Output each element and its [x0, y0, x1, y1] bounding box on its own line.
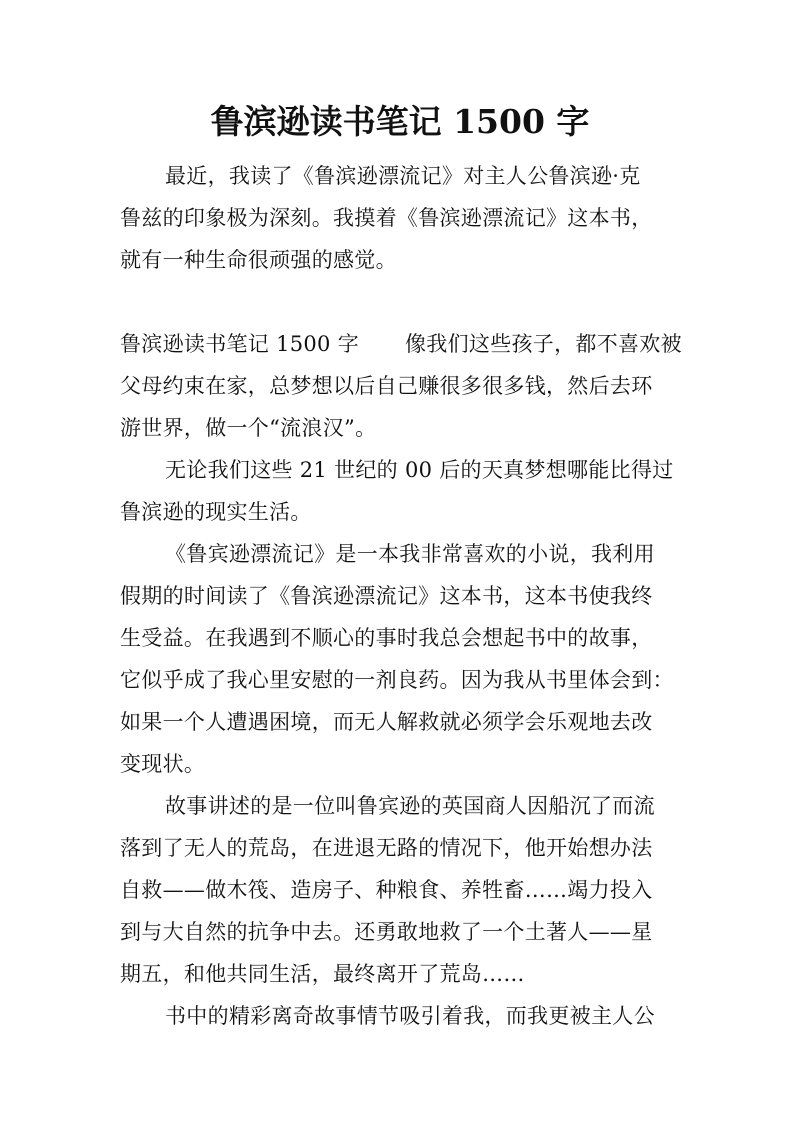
body-line: 就有一种生命很顽强的感觉。	[120, 248, 397, 272]
body-line: 生受益。在我遇到不顺心的事时我总会想起书中的故事，	[120, 626, 653, 650]
body-line: 变现状。	[120, 752, 206, 776]
body-text: 像我们这些孩子，都不喜欢被	[405, 332, 682, 356]
body-line: 游世界，做一个“流浪汉”。	[120, 416, 377, 440]
inline-subtitle: 鲁滨逊读书笔记 1500 字	[120, 332, 359, 356]
document-title: 鲁滨逊读书笔记 1500 字	[210, 102, 590, 141]
body-line: 到与大自然的抗争中去。还勇敢地救了一个土著人——星	[120, 920, 653, 944]
body-line: 鲁滨逊的现实生活。	[120, 500, 312, 524]
body-line: 鲁兹的印象极为深刻。我摸着《鲁滨逊漂流记》这本书，	[120, 206, 653, 230]
body-line: 无论我们这些 21 世纪的 00 后的天真梦想哪能比得过	[165, 458, 674, 482]
body-line: 落到了无人的荒岛，在进退无路的情况下，他开始想办法	[120, 836, 653, 860]
body-line-split	[120, 328, 680, 358]
body-line: 期五，和他共同生活，最终离开了荒岛……	[120, 962, 525, 986]
body-line: 最近，我读了《鲁滨逊漂流记》对主人公鲁滨逊·克	[165, 164, 641, 188]
body-line: 假期的时间读了《鲁滨逊漂流记》这本书，这本书使我终	[120, 584, 653, 608]
body-line: 书中的精彩离奇故事情节吸引着我，而我更被主人公	[165, 1004, 655, 1028]
body-line: 自救——做木筏、造房子、种粮食、养牲畜……竭力投入	[120, 878, 653, 902]
body-line: 故事讲述的是一位叫鲁宾逊的英国商人因船沉了而流	[165, 794, 655, 818]
body-line: 它似乎成了我心里安慰的一剂良药。因为我从书里体会到：	[120, 668, 674, 692]
body-line: 如果一个人遭遇困境，而无人解救就必须学会乐观地去改	[120, 710, 653, 734]
body-line: 父母约束在家，总梦想以后自己赚很多很多钱，然后去环	[120, 374, 653, 398]
body-line: 《鲁宾逊漂流记》是一本我非常喜欢的小说，我利用	[165, 542, 655, 566]
